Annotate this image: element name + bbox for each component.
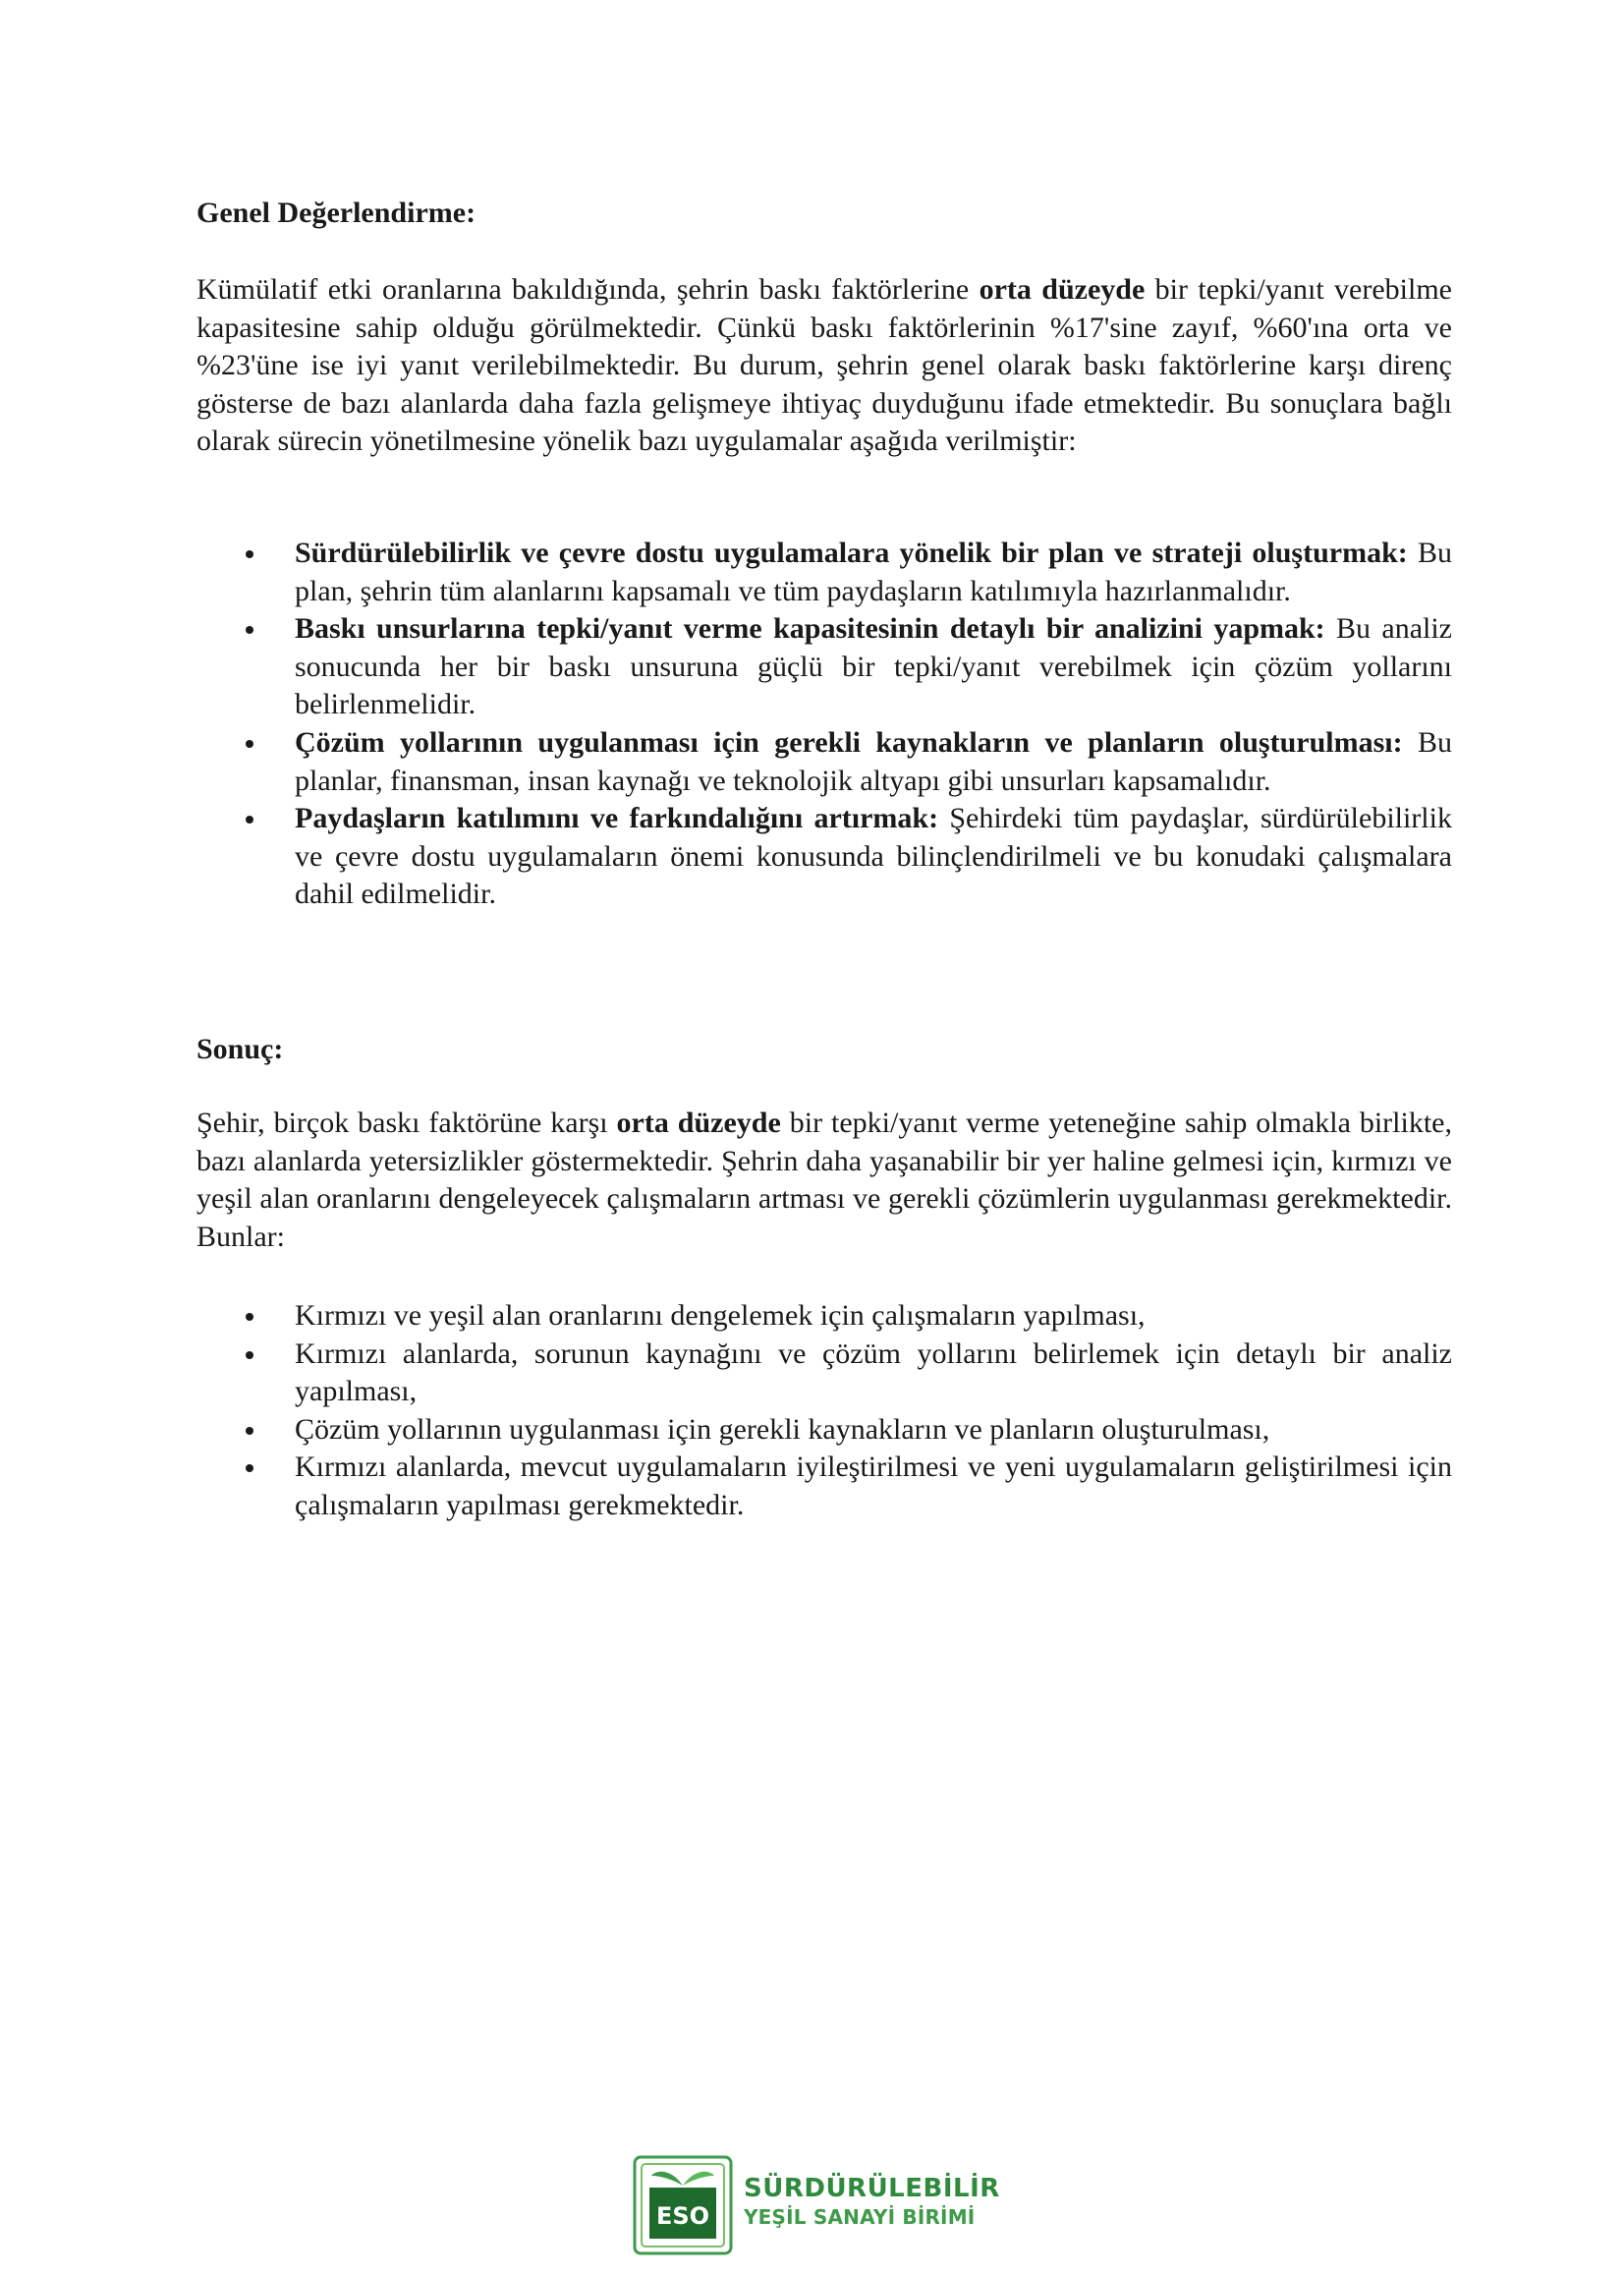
bullet-icon <box>246 550 253 558</box>
list-item <box>196 1449 1452 1524</box>
list-item-text: Bu planlar, finansman, insan kaynağı ve teknolojik altyapı gibi unsurları kapsamalıdır. <box>295 725 1452 797</box>
list-item-text: Kırmızı alanlarda, sorunun kaynağını ve çözüm yollarını belirlemek için detaylı bir analiz yapılması, <box>295 1337 1452 1408</box>
list-item <box>196 1336 1452 1411</box>
list-item-text: Kırmızı ve yeşil alan oranlarını dengelemek için çalışmaların yapılması, <box>295 1299 1146 1332</box>
list-item-text: Bu plan, şehrin tüm alanlarını kapsamalı ve tüm paydaşların katılımıyla hazırlanmalıdır. <box>295 537 1452 607</box>
conclusion-text-part1: Şehir, birçok baskı faktörüne karşı <box>196 1107 617 1139</box>
conclusion-text-part2: bir tepki/yanıt verme yeteneğine sahip olmakla birlikte, bazı alanlarda yetersizlikler göstermektedir. Şehrin daha yaşanabilir bir yer haline gelmesi için, kırmızı ve yeşil alan oranlarını dengeleyecek çalışmaların artması ve gerekli çözümlerin uygulanması gerekmektedir. Bunlar: <box>196 1107 1452 1253</box>
footer-logo <box>632 2154 1000 2256</box>
list-item-title: Sürdürülebilirlik ve çevre dostu uygulamalara yönelik bir plan ve strateji oluşturmak: <box>295 537 1408 569</box>
bullet-icon <box>246 1464 253 1472</box>
logo-line-2: YEŞİL SANAYİ BİRİMİ <box>744 2205 976 2229</box>
list-item-title: Çözüm yollarının uygulanması için gerekli kaynakların ve planların oluşturulması: <box>295 725 1403 759</box>
conclusion-paragraph <box>196 1105 1452 1256</box>
bullet-icon <box>246 626 253 634</box>
intro-paragraph <box>196 271 1452 461</box>
list-item-text: Şehirdeki tüm paydaşlar, sürdürülebilirlik ve çevre dostu uygulamaların önemi konusunda bilinçlendirilmeli ve bu konudaki çalışmalara dahil edilmelidir. <box>295 802 1452 911</box>
list-item <box>196 1411 1452 1450</box>
intro-text-part1: Kümülatif etki oranlarına bakıldığında, şehrin baskı faktörlerine <box>196 273 980 306</box>
list-item-title: Baskı unsurlarına tepki/yanıt verme kapasitesinin detaylı bir analizini yapmak: <box>295 612 1325 646</box>
recommendation-list <box>196 535 1452 914</box>
bullet-icon <box>246 740 253 748</box>
intro-text-part2: bir tepki/yanıt verebilme kapasitesine sahip olduğu görülmektedir. Çünkü baskı faktörlerinin %17'sine zayıf, %60'ına orta ve %23'üne ise iyi yanıt verilebilmektedir. Bu durum, şehrin genel olarak baskı faktörlerine karşı direnç gösterse de bazı alanlarda daha fazla gelişmeye ihtiyaç duyduğunu ifade etmektedir. Bu sonuçlara bağlı olarak sürecin yönetilmesine yönelik bazı uygulamalar aşağıda verilmiştir: <box>196 273 1452 458</box>
logo-line-1: SÜRDÜRÜLEBİLİR <box>744 2174 1000 2203</box>
list-item <box>196 800 1452 914</box>
list-item <box>196 1297 1452 1336</box>
logo-wordmark <box>744 2174 1000 2231</box>
list-item <box>196 535 1452 610</box>
logo-mark-text: ESO <box>655 2202 710 2230</box>
eso-logo-icon <box>632 2154 734 2256</box>
list-item-text: Kırmızı alanlarda, mevcut uygulamaların iyileştirilmesi ve yeni uygulamaların geliştirilmesi için çalışmaların yapılması gerekmektedir. <box>295 1451 1452 1521</box>
bullet-icon <box>246 1427 253 1435</box>
bullet-icon <box>246 816 253 824</box>
bullet-icon <box>246 1313 253 1321</box>
section-heading-sonuc: Sonuç: <box>196 1033 284 1065</box>
section-heading-genel-degerlendirme: Genel Değerlendirme: <box>196 197 476 229</box>
conclusion-bold-term: orta düzeyde <box>616 1107 781 1139</box>
list-item-text: Bu analiz sonucunda her bir baskı unsuruna güçlü bir tepki/yanıt verebilmek için çözüm yollarını belirlenmelidir. <box>295 612 1452 721</box>
intro-bold-term: orta düzeyde <box>979 273 1146 306</box>
list-item-text: Çözüm yollarının uygulanması için gerekli kaynakların ve planların oluşturulması, <box>295 1412 1270 1446</box>
list-item <box>196 610 1452 724</box>
list-item-title: Paydaşların katılımını ve farkındalığını artırmak: <box>295 802 939 835</box>
list-item <box>196 724 1452 800</box>
conclusion-list <box>196 1297 1452 1525</box>
bullet-icon <box>246 1351 253 1359</box>
